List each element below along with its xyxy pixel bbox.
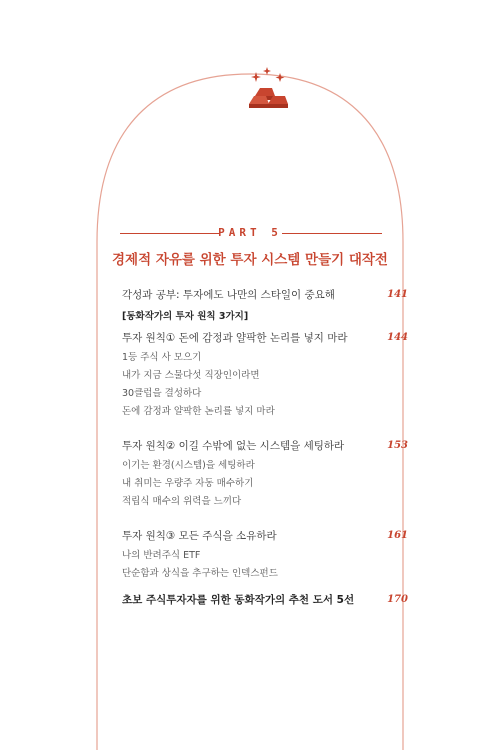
toc-subentry: 내 취미는 우량주 자동 매수하기 [122, 478, 254, 489]
principle-2 [122, 437, 408, 511]
toc-entry[interactable] [122, 591, 408, 609]
toc-page-number: 144 [387, 332, 408, 343]
principle-3 [122, 527, 408, 583]
toc-subentry: 단순함과 상식을 추구하는 인덱스펀드 [122, 568, 278, 579]
toc-entry[interactable] [122, 437, 408, 455]
recommended-books [122, 591, 408, 609]
toc-page-number: 161 [387, 530, 408, 541]
toc-page-number: 141 [387, 289, 408, 300]
toc-entry[interactable] [122, 286, 408, 304]
toc-page-number: 170 [387, 594, 408, 605]
toc-entry-title: 각성과 공부: 투자에도 나만의 스타일이 중요해 [122, 289, 335, 301]
table-of-contents [122, 286, 408, 304]
toc-entry[interactable] [122, 527, 408, 545]
toc-entry-title: 초보 주식투자자를 위한 동화작가의 추천 도서 5선 [122, 594, 355, 606]
toc-page-number: 153 [387, 440, 408, 451]
toc-subentry: 1등 주식 사 모으기 [122, 352, 202, 363]
toc-subentry: 돈에 감정과 얄팍한 논리를 넣지 마라 [122, 406, 275, 417]
toc-entry-title: 투자 원칙③ 모든 주식을 소유하라 [122, 530, 277, 542]
gold-bars-sparkle-icon [246, 66, 292, 110]
part-label: PART 5 [218, 226, 282, 239]
toc-subentry: 30클럽을 결성하다 [122, 388, 202, 399]
part-divider-right [282, 233, 382, 234]
chapter-title: 경제적 자유를 위한 투자 시스템 만들기 대작전 [112, 252, 388, 268]
section-heading: [동화작가의 투자 원칙 3가지] [122, 311, 249, 322]
toc-subentry: 적립식 매수의 위력을 느끼다 [122, 496, 242, 507]
principle-1 [122, 329, 408, 421]
toc-entry-title: 투자 원칙① 돈에 감정과 얄팍한 논리를 넣지 마라 [122, 332, 348, 344]
toc-entry-title: 투자 원칙② 이길 수밖에 없는 시스템을 세팅하라 [122, 440, 345, 452]
toc-subentry: 이기는 환경(시스템)을 세팅하라 [122, 460, 255, 471]
toc-subentry: 나의 반려주식 ETF [122, 550, 201, 561]
toc-subentry: 내가 지금 스물다섯 직장인이라면 [122, 370, 260, 381]
principles-section [122, 308, 408, 326]
toc-entry[interactable] [122, 329, 408, 347]
